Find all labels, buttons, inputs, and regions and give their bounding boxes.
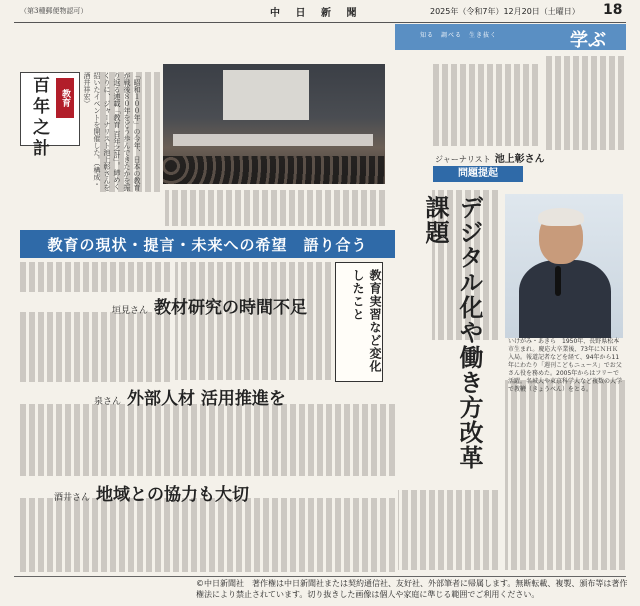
headline-text: 教材研究の時間不足 xyxy=(154,298,308,318)
speaker-name: 垣見さん xyxy=(112,306,149,316)
text-column xyxy=(20,312,170,382)
text-column xyxy=(398,490,498,570)
masthead: 中 日 新 聞 xyxy=(270,8,363,19)
suit xyxy=(519,260,611,338)
ikegami-photo xyxy=(505,194,623,338)
callout-box xyxy=(335,262,383,382)
header-rule xyxy=(14,22,626,23)
headline-sakai xyxy=(54,480,249,505)
headline-text: 外部人材 活用推進を xyxy=(127,389,286,409)
text-column xyxy=(20,404,395,476)
text-column xyxy=(165,190,385,226)
section-subtitle: 知る 調べる 生き抜く xyxy=(420,32,498,39)
journalist-name: 池上彰さん xyxy=(494,154,545,165)
copyright-notice: ©中日新聞社 著作権は中日新聞社または契約通信社、友好社、外部筆者に帰属します。無断転載、複製、頒布等は著作権法により禁止されています。切り抜きした画像は個人や家庭に準じる範囲でご利用ください。 xyxy=(196,579,628,599)
section-title: 学ぶ xyxy=(570,30,606,51)
panel-table xyxy=(173,134,373,146)
text-column xyxy=(505,380,625,570)
hair xyxy=(538,208,584,226)
photo-caption: いけがみ・あきら 1950年、長野県松本市生まれ。慶応大卒業後、73年にＮＨＫ入局。報道記者などを経て、94年から11年にわたり「週刊こどもニュース」でお父さん役を務めた。2005年からはフリーで活躍。名城大や東京科学大など複数の大学で教鞭（きょうべん）をとる。 xyxy=(508,338,623,393)
event-photo xyxy=(163,64,385,184)
text-column xyxy=(544,56,624,150)
dateline: 2025年（令和7年）12月20日（土曜日） xyxy=(430,7,580,16)
series-lead: 「昭和１００年」の今年、日本の教育が戦後８０年をどう歩んできたかを振り返る連載「教育 百年之計」。締めくくりに、ジャーナリスト池上彰さんを招いたイベントを開催した。（構成・酒井祥宏） xyxy=(83,72,141,191)
projector-screen xyxy=(223,70,309,120)
microphone xyxy=(555,266,561,296)
speaker-name: 泉さん xyxy=(94,397,122,407)
text-column xyxy=(20,498,395,572)
postal-label: （第3種郵便物認可） xyxy=(20,7,88,15)
headline-text: 地域との協力も大切 xyxy=(96,485,250,505)
headline-kakimi xyxy=(112,293,307,318)
speaker-name: 酒井さん xyxy=(54,493,91,503)
audience xyxy=(163,156,385,184)
text-column xyxy=(430,64,538,146)
text-column xyxy=(20,262,170,292)
main-headline: デジタル化や働き方改革 課題 xyxy=(421,195,484,495)
footer-rule xyxy=(14,576,626,577)
journalist-byline xyxy=(435,150,545,165)
page-number: 18 xyxy=(603,2,623,18)
series-title: 百年之計 xyxy=(29,76,49,160)
headline-izumi xyxy=(94,384,286,409)
callout-text: 教育実習など変化したこと xyxy=(351,269,382,373)
article-banner: 教育の現状・提言・未来への希望 語り合う xyxy=(20,230,395,258)
journalist-role: ジャーナリスト xyxy=(435,155,491,164)
issue-tag: 問題提起 xyxy=(433,166,523,182)
series-edu-tag: 教育 xyxy=(56,78,74,118)
text-column xyxy=(175,262,331,380)
